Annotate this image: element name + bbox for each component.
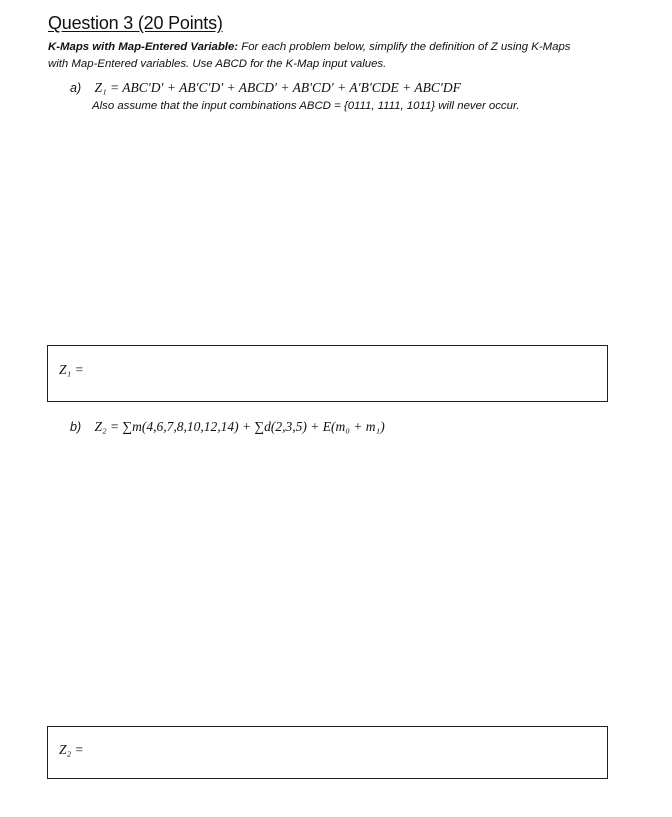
part-b-equation: Z₂ = ∑m(4,6,7,8,10,12,14) + ∑d(2,3,5) + E(m₀ + m₁)	[94, 419, 385, 434]
question-title: Question 3 (20 Points)	[48, 13, 223, 33]
part-a-label: a)	[70, 81, 82, 95]
instructions-lead: K-Maps with Map-Entered Variable:	[48, 41, 239, 53]
part-a-row	[70, 80, 461, 96]
part-b-answer-box[interactable]	[47, 726, 608, 779]
part-a-assumption: Also assume that the input combinations ABCD = {0111, 1111, 1011} will never occur.	[92, 100, 520, 112]
part-b-row	[70, 419, 385, 435]
part-b-label: b)	[70, 420, 82, 434]
part-a-answer-label: Z₁ =	[59, 362, 84, 377]
instructions-line-1: For each problem below, simplify the definition of Z using K-Maps	[238, 41, 571, 53]
part-a-answer-box[interactable]	[47, 345, 608, 402]
part-a-equation: Z₁ = ABC′D′ + AB′C′D′ + ABCD′ + AB′CD′ + A′B′CDE + ABC′DF	[94, 80, 461, 95]
part-b-answer-label: Z₂ =	[59, 742, 84, 757]
instructions	[48, 39, 628, 73]
instructions-line-2: with Map-Entered variables. Use ABCD for the K-Map input values.	[48, 58, 387, 70]
